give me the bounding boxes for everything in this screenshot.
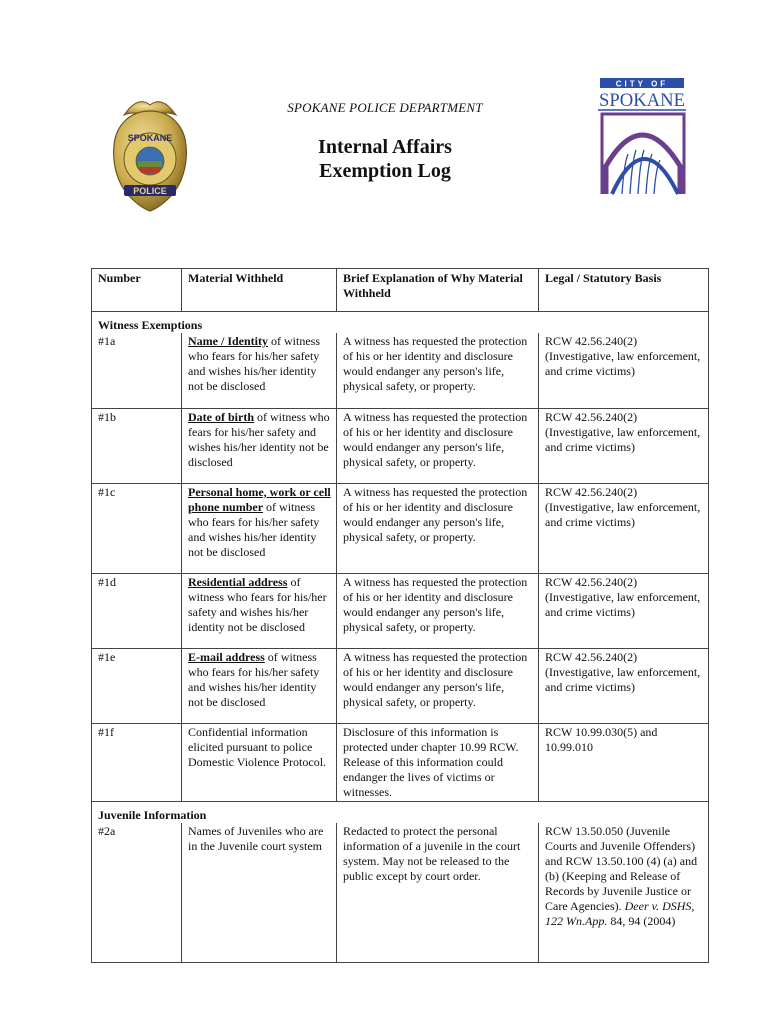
row-explanation: A witness has requested the protection of his or her identity and disclosure would endanger any person's life, physical safety, or property. [337,573,539,648]
row-basis: RCW 42.56.240(2) (Investigative, law enforcement, and crime victims) [539,648,709,723]
table-row [92,408,709,483]
table-row [92,723,709,801]
col-header-material: Material Withheld [182,269,337,312]
row-explanation: A witness has requested the protection of his or her identity and disclosure would endanger any person's life, physical safety, or property. [337,333,539,408]
col-header-basis: Legal / Statutory Basis [539,269,709,312]
row-number: #1a [92,333,182,408]
row-number: #1f [92,723,182,801]
row-material [182,648,337,723]
material-rest: of witness who fears for his/her safety and wishes his/her identity not be disclosed [188,334,320,393]
row-basis: RCW 10.99.030(5) and 10.99.010 [539,723,709,801]
section-title-witness: Witness Exemptions [92,312,709,334]
table-header-row [92,269,709,312]
basis-case-citation: Deer v. DSHS, 122 Wn.App. [545,898,695,928]
row-material [182,723,337,801]
material-rest: of witness who fears for his/her safety and wishes his/her identity not be disclosed [188,499,320,559]
section-title-juvenile: Juvenile Information [92,801,709,823]
section-row-juvenile [92,801,709,823]
row-material [182,573,337,648]
row-material: Names of Juveniles who are in the Juvenile court system [182,823,337,963]
row-number: #1b [92,408,182,483]
row-basis: RCW 42.56.240(2) (Investigative, law enforcement, and crime victims) [539,483,709,573]
row-basis: RCW 42.56.240(2) (Investigative, law enforcement, and crime victims) [539,333,709,408]
material-item: Name / Identity [188,334,268,348]
material-rest: of witness who fears for his/her safety and wishes his/her identity not be disclosed [188,574,327,634]
table-row [92,823,709,963]
row-basis [539,823,709,963]
title-line-2: Exemption Log [319,160,451,182]
section-row-witness [92,312,709,334]
row-material [182,333,337,408]
col-header-number: Number [92,269,182,312]
row-number: #2a [92,823,182,963]
row-number: #1e [92,648,182,723]
row-explanation: Disclosure of this information is protected under chapter 10.99 RCW. Release of this information could endanger the lives of victims or witnesses. [337,723,539,801]
material-item: Residential address [188,574,288,589]
city-of-spokane-logo [592,74,692,196]
title-line-1: Internal Affairs [318,136,452,158]
row-explanation: A witness has requested the protection of his or her identity and disclosure would endanger any person's life, physical safety, or property. [337,483,539,573]
svg-text:SPOKANE: SPOKANE [127,133,173,143]
material-item: Date of birth [188,409,254,424]
exemption-log-table [91,268,709,963]
row-number: #1c [92,483,182,573]
material-rest: Confidential information elicited pursuant to police Domestic Violence Protocol. [188,724,327,769]
row-explanation: A witness has requested the protection of his or her identity and disclosure would endanger any person's life, physical safety, or property. [337,648,539,723]
svg-text:SPOKANE: SPOKANE [599,90,685,111]
row-basis: RCW 42.56.240(2) (Investigative, law enforcement, and crime victims) [539,573,709,648]
material-item: Personal home, work or cell phone number [188,484,331,514]
department-name: SPOKANE POLICE DEPARTMENT [287,100,483,115]
row-material [182,408,337,483]
table-row [92,648,709,723]
col-header-explanation: Brief Explanation of Why Material Withheld [337,269,539,312]
table-row [92,573,709,648]
row-explanation: A witness has requested the protection of his or her identity and disclosure would endanger any person's life, physical safety, or property. [337,408,539,483]
material-rest: of witness who fears for his/her safety and wishes his/her identity not be disclosed [188,649,320,709]
material-rest: of witness who fears for his/her safety and wishes his/her identity not be disclosed [188,409,330,469]
basis-text: RCW 13.50.050 (Juvenile Courts and Juvenile Offenders) and RCW 13.50.100 (4) (a) and (b) (Keeping and Release of Records by Juvenile Justice or Care Agencies). [545,823,698,913]
row-explanation: Redacted to protect the personal information of a juvenile in the court system. May not be released to the public except by court order. [337,823,539,963]
material-item: E-mail address [188,649,265,664]
basis-text-end: 84, 94 (2004) [607,913,676,928]
row-basis: RCW 42.56.240(2) (Investigative, law enforcement, and crime victims) [539,408,709,483]
svg-text:POLICE: POLICE [133,186,167,196]
table-row [92,483,709,573]
table-row [92,333,709,408]
row-material [182,483,337,573]
svg-text:CITY OF: CITY OF [615,79,669,89]
row-number: #1d [92,573,182,648]
